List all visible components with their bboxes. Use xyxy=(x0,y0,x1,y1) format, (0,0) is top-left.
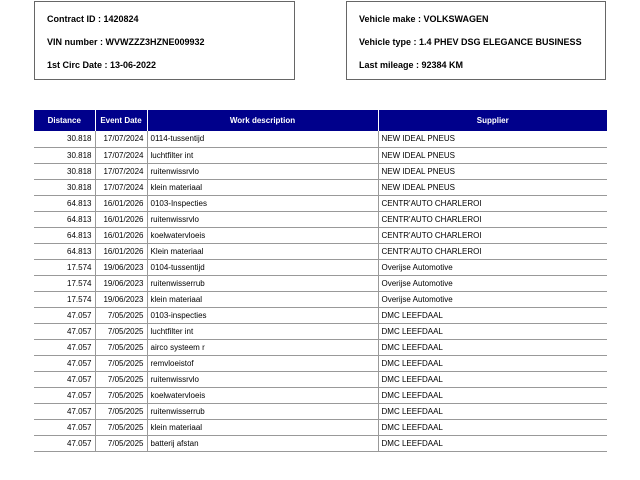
cell-work-description: 0103-inspecties xyxy=(147,307,378,323)
cell-event-date: 17/07/2024 xyxy=(95,179,147,195)
cell-work-description: ruitenwissrvlo xyxy=(147,163,378,179)
cell-event-date: 17/07/2024 xyxy=(95,147,147,163)
cell-distance: 30.818 xyxy=(34,163,95,179)
table-row xyxy=(34,435,607,451)
cell-work-description: Klein materiaal xyxy=(147,243,378,259)
table-row xyxy=(34,227,607,243)
cell-distance: 47.057 xyxy=(34,403,95,419)
cell-work-description: klein materiaal xyxy=(147,419,378,435)
vehicle-make: Vehicle make : VOLKSWAGEN xyxy=(359,14,489,24)
cell-event-date: 7/05/2025 xyxy=(95,307,147,323)
cell-work-description: ruitenwisserrub xyxy=(147,275,378,291)
cell-supplier: NEW IDEAL PNEUS xyxy=(378,131,607,147)
cell-supplier: DMC LEEFDAAL xyxy=(378,323,607,339)
cell-event-date: 7/05/2025 xyxy=(95,371,147,387)
header-distance: Distance xyxy=(34,110,95,131)
maintenance-table-wrapper xyxy=(34,110,607,452)
cell-event-date: 16/01/2026 xyxy=(95,195,147,211)
table-header-row xyxy=(34,110,607,131)
cell-distance: 47.057 xyxy=(34,339,95,355)
table-row xyxy=(34,323,607,339)
table-row xyxy=(34,419,607,435)
table-row xyxy=(34,163,607,179)
cell-distance: 64.813 xyxy=(34,211,95,227)
cell-supplier: DMC LEEFDAAL xyxy=(378,387,607,403)
table-row xyxy=(34,339,607,355)
cell-event-date: 7/05/2025 xyxy=(95,323,147,339)
contract-id: Contract ID : 1420824 xyxy=(47,14,139,24)
cell-distance: 17.574 xyxy=(34,291,95,307)
table-row xyxy=(34,179,607,195)
cell-distance: 47.057 xyxy=(34,371,95,387)
cell-distance: 47.057 xyxy=(34,387,95,403)
cell-event-date: 17/07/2024 xyxy=(95,163,147,179)
maintenance-history-table xyxy=(34,110,607,452)
header-supplier: Supplier xyxy=(378,110,607,131)
cell-work-description: ruitenwisserrub xyxy=(147,403,378,419)
table-row xyxy=(34,195,607,211)
cell-work-description: luchtfilter int xyxy=(147,323,378,339)
table-row xyxy=(34,403,607,419)
table-row xyxy=(34,259,607,275)
first-circ-date: 1st Circ Date : 13-06-2022 xyxy=(47,60,157,70)
vehicle-type: Vehicle type : 1.4 PHEV DSG ELEGANCE BUSINESS xyxy=(359,37,582,47)
cell-distance: 30.818 xyxy=(34,147,95,163)
cell-work-description: airco systeem r xyxy=(147,339,378,355)
cell-event-date: 19/06/2023 xyxy=(95,291,147,307)
cell-supplier: CENTR'AUTO CHARLEROI xyxy=(378,227,607,243)
cell-supplier: NEW IDEAL PNEUS xyxy=(378,147,607,163)
cell-work-description: ruitenwissrvlo xyxy=(147,371,378,387)
table-row xyxy=(34,291,607,307)
table-row xyxy=(34,211,607,227)
cell-work-description: klein materiaal xyxy=(147,291,378,307)
cell-supplier: NEW IDEAL PNEUS xyxy=(378,163,607,179)
cell-event-date: 7/05/2025 xyxy=(95,339,147,355)
cell-work-description: 0104-tussentijd xyxy=(147,259,378,275)
cell-distance: 64.813 xyxy=(34,195,95,211)
cell-supplier: Overijse Automotive xyxy=(378,275,607,291)
header-event-date: Event Date xyxy=(95,110,147,131)
table-body xyxy=(34,131,607,451)
cell-supplier: CENTR'AUTO CHARLEROI xyxy=(378,243,607,259)
cell-supplier: DMC LEEFDAAL xyxy=(378,419,607,435)
cell-event-date: 7/05/2025 xyxy=(95,355,147,371)
cell-event-date: 19/06/2023 xyxy=(95,275,147,291)
cell-supplier: DMC LEEFDAAL xyxy=(378,435,607,451)
cell-work-description: ruitenwissrvlo xyxy=(147,211,378,227)
cell-event-date: 7/05/2025 xyxy=(95,403,147,419)
cell-supplier: DMC LEEFDAAL xyxy=(378,307,607,323)
cell-distance: 17.574 xyxy=(34,259,95,275)
cell-event-date: 7/05/2025 xyxy=(95,387,147,403)
cell-supplier: DMC LEEFDAAL xyxy=(378,371,607,387)
cell-event-date: 17/07/2024 xyxy=(95,131,147,147)
cell-work-description: luchtfilter int xyxy=(147,147,378,163)
cell-supplier: DMC LEEFDAAL xyxy=(378,339,607,355)
contract-info-box xyxy=(34,1,295,80)
cell-work-description: 0103-Inspecties xyxy=(147,195,378,211)
cell-distance: 30.818 xyxy=(34,179,95,195)
cell-distance: 47.057 xyxy=(34,307,95,323)
cell-event-date: 16/01/2026 xyxy=(95,211,147,227)
cell-distance: 47.057 xyxy=(34,435,95,451)
cell-distance: 64.813 xyxy=(34,243,95,259)
cell-distance: 47.057 xyxy=(34,323,95,339)
cell-distance: 64.813 xyxy=(34,227,95,243)
cell-work-description: koelwatervloeis xyxy=(147,227,378,243)
table-row xyxy=(34,243,607,259)
cell-event-date: 16/01/2026 xyxy=(95,227,147,243)
cell-supplier: CENTR'AUTO CHARLEROI xyxy=(378,195,607,211)
cell-event-date: 19/06/2023 xyxy=(95,259,147,275)
cell-supplier: Overijse Automotive xyxy=(378,259,607,275)
vin-number: VIN number : WVWZZZ3HZNE009932 xyxy=(47,37,205,47)
cell-distance: 17.574 xyxy=(34,275,95,291)
cell-work-description: remvloeistof xyxy=(147,355,378,371)
table-row xyxy=(34,371,607,387)
cell-event-date: 16/01/2026 xyxy=(95,243,147,259)
table-row xyxy=(34,147,607,163)
last-mileage: Last mileage : 92384 KM xyxy=(359,60,464,70)
cell-work-description: 0114-tussentijd xyxy=(147,131,378,147)
cell-event-date: 7/05/2025 xyxy=(95,435,147,451)
cell-work-description: batterij afstan xyxy=(147,435,378,451)
cell-supplier: Overijse Automotive xyxy=(378,291,607,307)
cell-distance: 47.057 xyxy=(34,355,95,371)
cell-supplier: DMC LEEFDAAL xyxy=(378,355,607,371)
vehicle-info-box xyxy=(346,1,606,80)
header-work-description: Work description xyxy=(147,110,378,131)
table-row xyxy=(34,131,607,147)
cell-supplier: CENTR'AUTO CHARLEROI xyxy=(378,211,607,227)
cell-event-date: 7/05/2025 xyxy=(95,419,147,435)
cell-supplier: DMC LEEFDAAL xyxy=(378,403,607,419)
cell-distance: 47.057 xyxy=(34,419,95,435)
cell-distance: 30.818 xyxy=(34,131,95,147)
table-row xyxy=(34,275,607,291)
table-row xyxy=(34,355,607,371)
table-row xyxy=(34,307,607,323)
cell-work-description: klein materiaal xyxy=(147,179,378,195)
table-row xyxy=(34,387,607,403)
cell-work-description: koelwatervloeis xyxy=(147,387,378,403)
cell-supplier: NEW IDEAL PNEUS xyxy=(378,179,607,195)
